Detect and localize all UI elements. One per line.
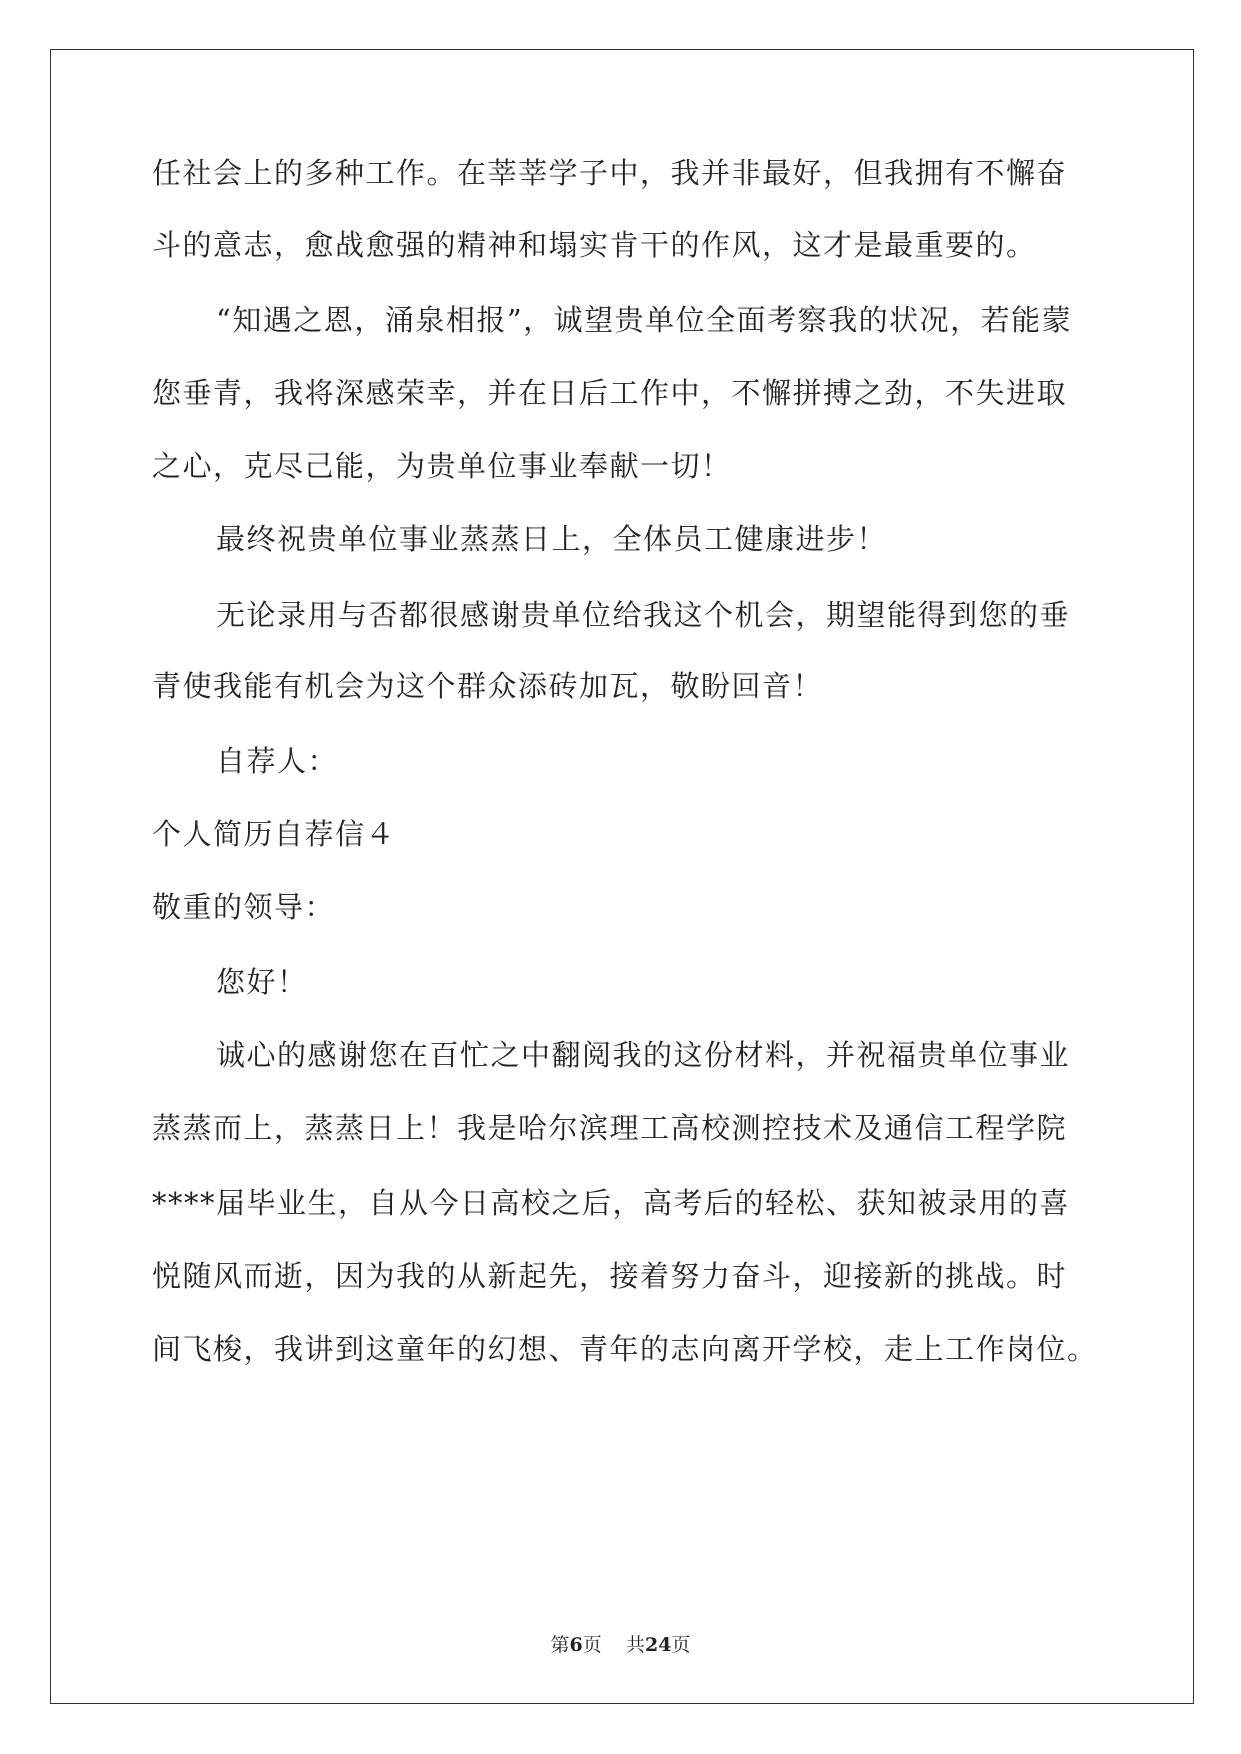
text-line: 您垂青，我将深感荣幸，并在日后工作中，不懈拼搏之劲，不失进取: [152, 376, 1068, 410]
footer-total-suffix: 页: [671, 1634, 691, 1656]
text-line: 青使我能有机会为这个群众添砖加瓦，敬盼回音！: [152, 669, 824, 703]
text-line: 悦随风而逝，因为我的从新起先，接着努力奋斗，迎接新的挑战。时: [152, 1259, 1068, 1293]
text-line: 斗的意志，愈战愈强的精神和塌实肯干的作风，这才是最重要的。: [152, 228, 1037, 262]
footer-total-prefix: 共: [625, 1634, 645, 1656]
text-line: ****届毕业生，自从今日高校之后，高考后的轻松、获知被录用的喜: [152, 1186, 1071, 1220]
text-line: 无论录用与否都很感谢贵单位给我这个机会，期望能得到您的垂: [216, 598, 1071, 632]
text-line: 任社会上的多种工作。在莘莘学子中，我并非最好，但我拥有不懈奋: [152, 156, 1068, 190]
text-line: 最终祝贵单位事业蒸蒸日上，全体员工健康进步！: [216, 522, 888, 556]
text-line: 蒸蒸而上，蒸蒸日上！我是哈尔滨理工高校测控技术及通信工程学院: [152, 1111, 1068, 1145]
section-heading: 个人简历自荐信４: [152, 817, 397, 851]
text-line: “知遇之恩，涌泉相报”，诚望贵单位全面考察我的状况，若能蒙: [216, 303, 1073, 337]
footer-total-pages: 24: [644, 1634, 672, 1656]
page-border: [50, 49, 1194, 1704]
greeting: 您好！: [216, 965, 308, 999]
footer-page-number: 6: [569, 1634, 583, 1656]
text-line: 之心，克尽己能，为贵单位事业奉献一切！: [152, 449, 732, 483]
text-line: 间飞梭，我讲到这童年的幻想、青年的志向离开学校，走上工作岗位。: [152, 1332, 1098, 1366]
footer-page-suffix: 页: [582, 1634, 602, 1656]
salutation: 敬重的领导：: [152, 890, 336, 924]
text-line: 诚心的感谢您在百忙之中翻阅我的这份材料，并祝福贵单位事业: [216, 1038, 1071, 1072]
text-line: 自荐人：: [216, 744, 339, 778]
page-footer: [0, 1633, 1241, 1657]
footer-page-prefix: 第: [550, 1634, 570, 1656]
